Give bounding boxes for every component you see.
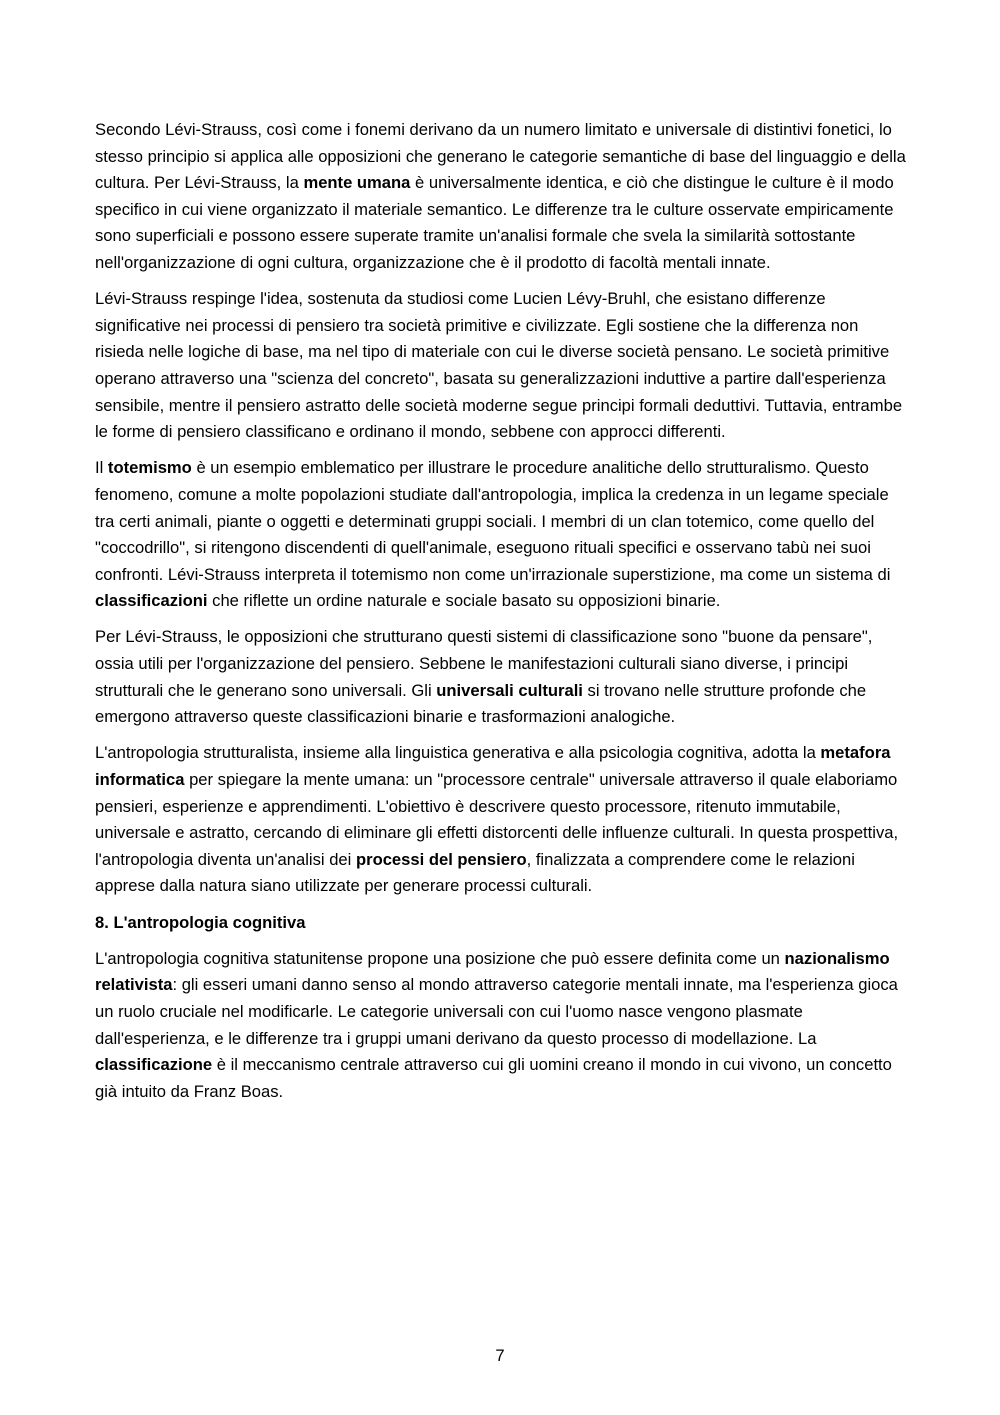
paragraph-text: è il meccanismo centrale attraverso cui gli uomini creano il mondo in cui vivono, un concetto già intuito da Franz Boas. — [95, 1055, 892, 1101]
bold-term-metafora-informatica: metafora informatica — [95, 743, 891, 790]
paragraph-text: L'antropologia strutturalista, insieme alla linguistica generativa e alla psicologia cognitiva, adotta la — [95, 743, 821, 763]
paragraph-buone-da-pensare — [95, 624, 907, 730]
paragraph-text: , finalizzata a comprendere come le relazioni apprese dalla natura siano utilizzate per generare processi culturali. — [95, 849, 855, 896]
paragraph-text: è universalmente identica, e ciò che distingue le culture è il modo specifico in cui viene organizzato il materiale semantico. Le differenze tra le culture osservate empiricamente sono superficiali e possono essere superate tramite un'analisi formale che svela la similarità sottostante nell'organizzazione di ogni cultura, organizzazione che è il prodotto di facoltà mentali innate. — [95, 173, 894, 272]
section-heading: 8. L'antropologia cognitiva — [95, 912, 306, 932]
paragraph-text: L'antropologia cognitiva statunitense propone una posizione che può essere definita come un — [95, 948, 785, 968]
document-body — [95, 117, 907, 1115]
paragraph-text: Per Lévi-Strauss, le opposizioni che strutturano questi sistemi di classificazione sono "buone da pensare", ossia utili per l'organizzazione del pensiero. Sebbene le manifestazioni culturali siano diverse, i principi strutturali che le generano sono universali. Gli — [95, 627, 873, 700]
bold-term-universali-culturali: universali culturali — [436, 680, 583, 700]
bold-term-totemismo: totemismo — [107, 458, 192, 478]
bold-term-mente-umana: mente umana — [303, 173, 411, 193]
paragraph-antropologia-cognitiva — [95, 946, 907, 1106]
paragraph-text: Lévi-Strauss respinge l'idea, sostenuta da studiosi come Lucien Lévy-Bruhl, che esistano differenze significative nei processi di pensiero tra società primitive e civilizzate. Egli sostiene che la differenza non risieda nelle logiche di base, ma nel tipo di materiale con cui le diverse società pensano. Le società primitive operano attraverso una "scienza del concreto", basata su generalizzazioni induttive a partire dall'esperienza sensibile, mentre il pensiero astratto delle società moderne segue principi formali deduttivi. Tuttavia, entrambe le forme di pensiero classificano e ordinano il mondo, sebbene con approcci differenti. — [95, 289, 903, 442]
bold-term-classificazione: classificazione — [95, 1055, 213, 1075]
paragraph-text: : gli esseri umani danno senso al mondo attraverso categorie mentali innate, ma l'esperienza gioca un ruolo cruciale nel modificarle. Le categorie universali con cui l'uomo nasce vengono plasmate dall'esperienza, e le differenze tra i gruppi umani derivano da questo processo di modellazione. La — [95, 975, 898, 1048]
page-number: 7 — [495, 1346, 505, 1365]
bold-term-nazionalismo-relativista: nazionalismo relativista — [95, 948, 890, 995]
paragraph-text: per spiegare la mente umana: un "processore centrale" universale attraverso il quale elaboriamo pensieri, esperienze e apprendimenti. L'obiettivo è descrivere questo processore, ritenuto immutabile, universale e astratto, cercando di eliminare gli effetti distorcenti delle influenze culturali. In questa prospettiva, l'antropologia diventa un'analisi dei — [95, 770, 899, 869]
paragraph-text: che riflette un ordine naturale e sociale basato su opposizioni binarie. — [207, 591, 721, 611]
bold-term-processi-del-pensiero: processi del pensiero — [355, 849, 527, 869]
bold-term-classificazioni: classificazioni — [95, 591, 208, 611]
paragraph-metafora-informatica — [95, 740, 907, 900]
paragraph-text: si trovano nelle strutture profonde che emergono attraverso queste classificazioni binarie e trasformazioni analogiche. — [95, 680, 867, 727]
paragraph-totemismo — [95, 455, 907, 615]
paragraph-levi-strauss-phonemes — [95, 117, 907, 277]
paragraph-text: Secondo Lévi-Strauss, così come i fonemi derivano da un numero limitato e universale di distintivi fonetici, lo stesso principio si applica alle opposizioni che generano le categorie semantiche di base del linguaggio e della cultura. Per Lévi-Strauss, la — [95, 120, 906, 193]
paragraph-levy-bruhl — [95, 286, 907, 446]
paragraph-text: Il — [95, 458, 108, 478]
paragraph-text: è un esempio emblematico per illustrare le procedure analitiche dello strutturalismo. Questo fenomeno, comune a molte popolazioni studiate dall'antropologia, implica la credenza in un legame speciale tra certi animali, piante o oggetti e determinati gruppi sociali. I membri di un clan totemico, come quello del "coccodrillo", si ritengono discendenti di quell'animale, eseguono rituali specifici e osservano tabù nei suoi confronti. Lévi-Strauss interpreta il totemismo non come un'irrazionale superstizione, ma come un sistema di — [95, 458, 891, 584]
